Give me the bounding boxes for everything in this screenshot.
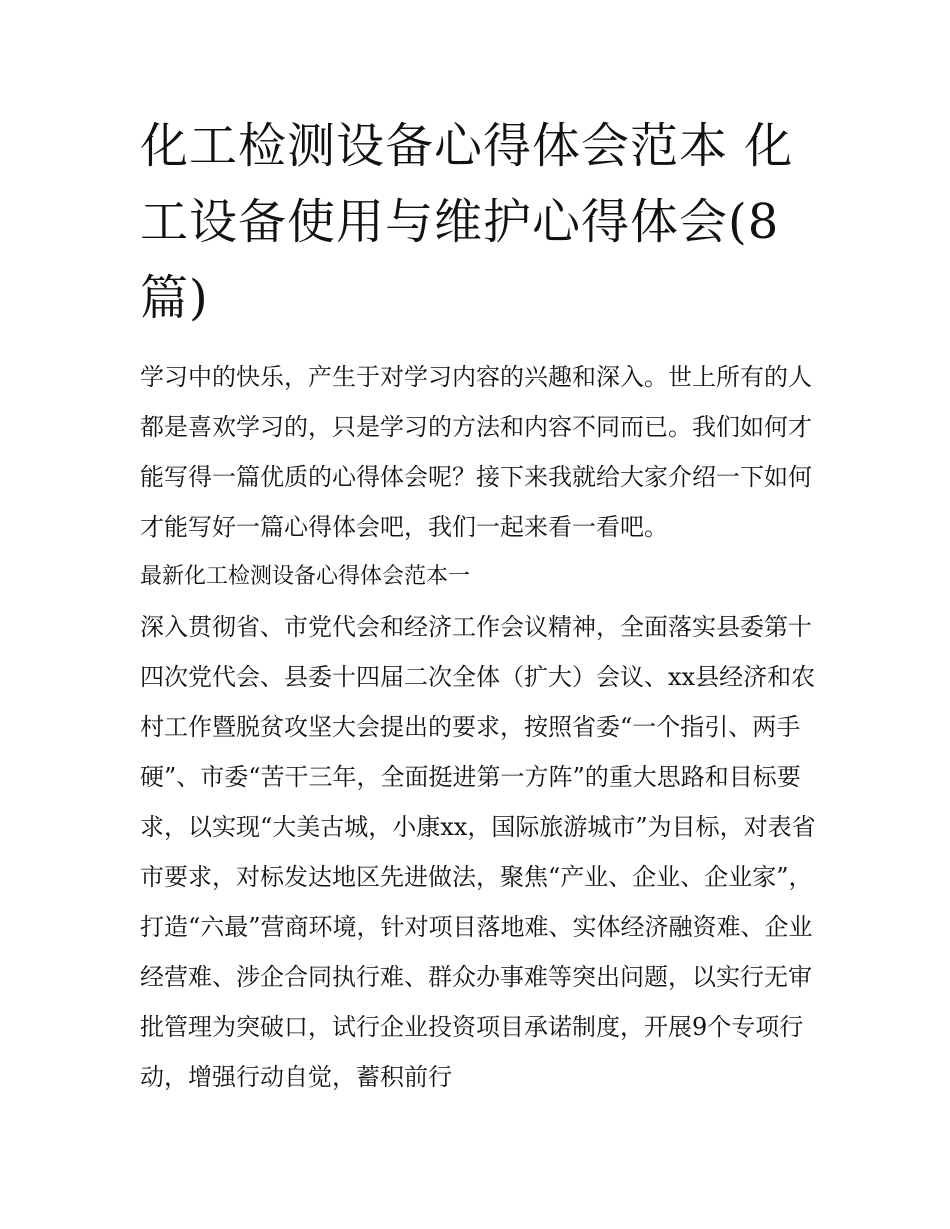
intro-paragraph: 学习中的快乐，产生于对学习内容的兴趣和深入。世上所有的人都是喜欢学习的，只是学习的方法和内容不同而已。我们如何才能写得一篇优质的心得体会呢？接下来我就给大家介绍一下如何才能写好一篇心得体会吧，我们一起来看一看吧。 [140,363,812,541]
body-paragraph: 深入贯彻省、市党代会和经济工作会议精神，全面落实县委第十四次党代会、县委十四届二次全体（扩大）会议、xx县经济和农村工作暨脱贫攻坚大会提出的要求，按照省委“一个指引、两手硬”、市委“苦干三年，全面挺进第一方阵”的重大思路和目标要求，以实现“大美古城，小康xx，国际旅游城市”为目标，对表省市要求，对标发达地区先进做法，聚焦“产业、企业、企业家”，打造“六最”营商环境，针对项目落地难、实体经济融资难、企业经营难、涉企合同执行难、群众办事难等突出问题，以实行无审批管理为突破口，试行企业投资项目承诺制度，开展9个专项行动，增强行动自觉，蓄积前行 [140,613,816,1091]
document-page [140,108,820,1102]
document-title: 化工检测设备心得体会范本 化工设备使用与维护心得体会(8篇) [140,118,794,326]
section-heading: 最新化工检测设备心得体会范本一 [140,564,471,589]
